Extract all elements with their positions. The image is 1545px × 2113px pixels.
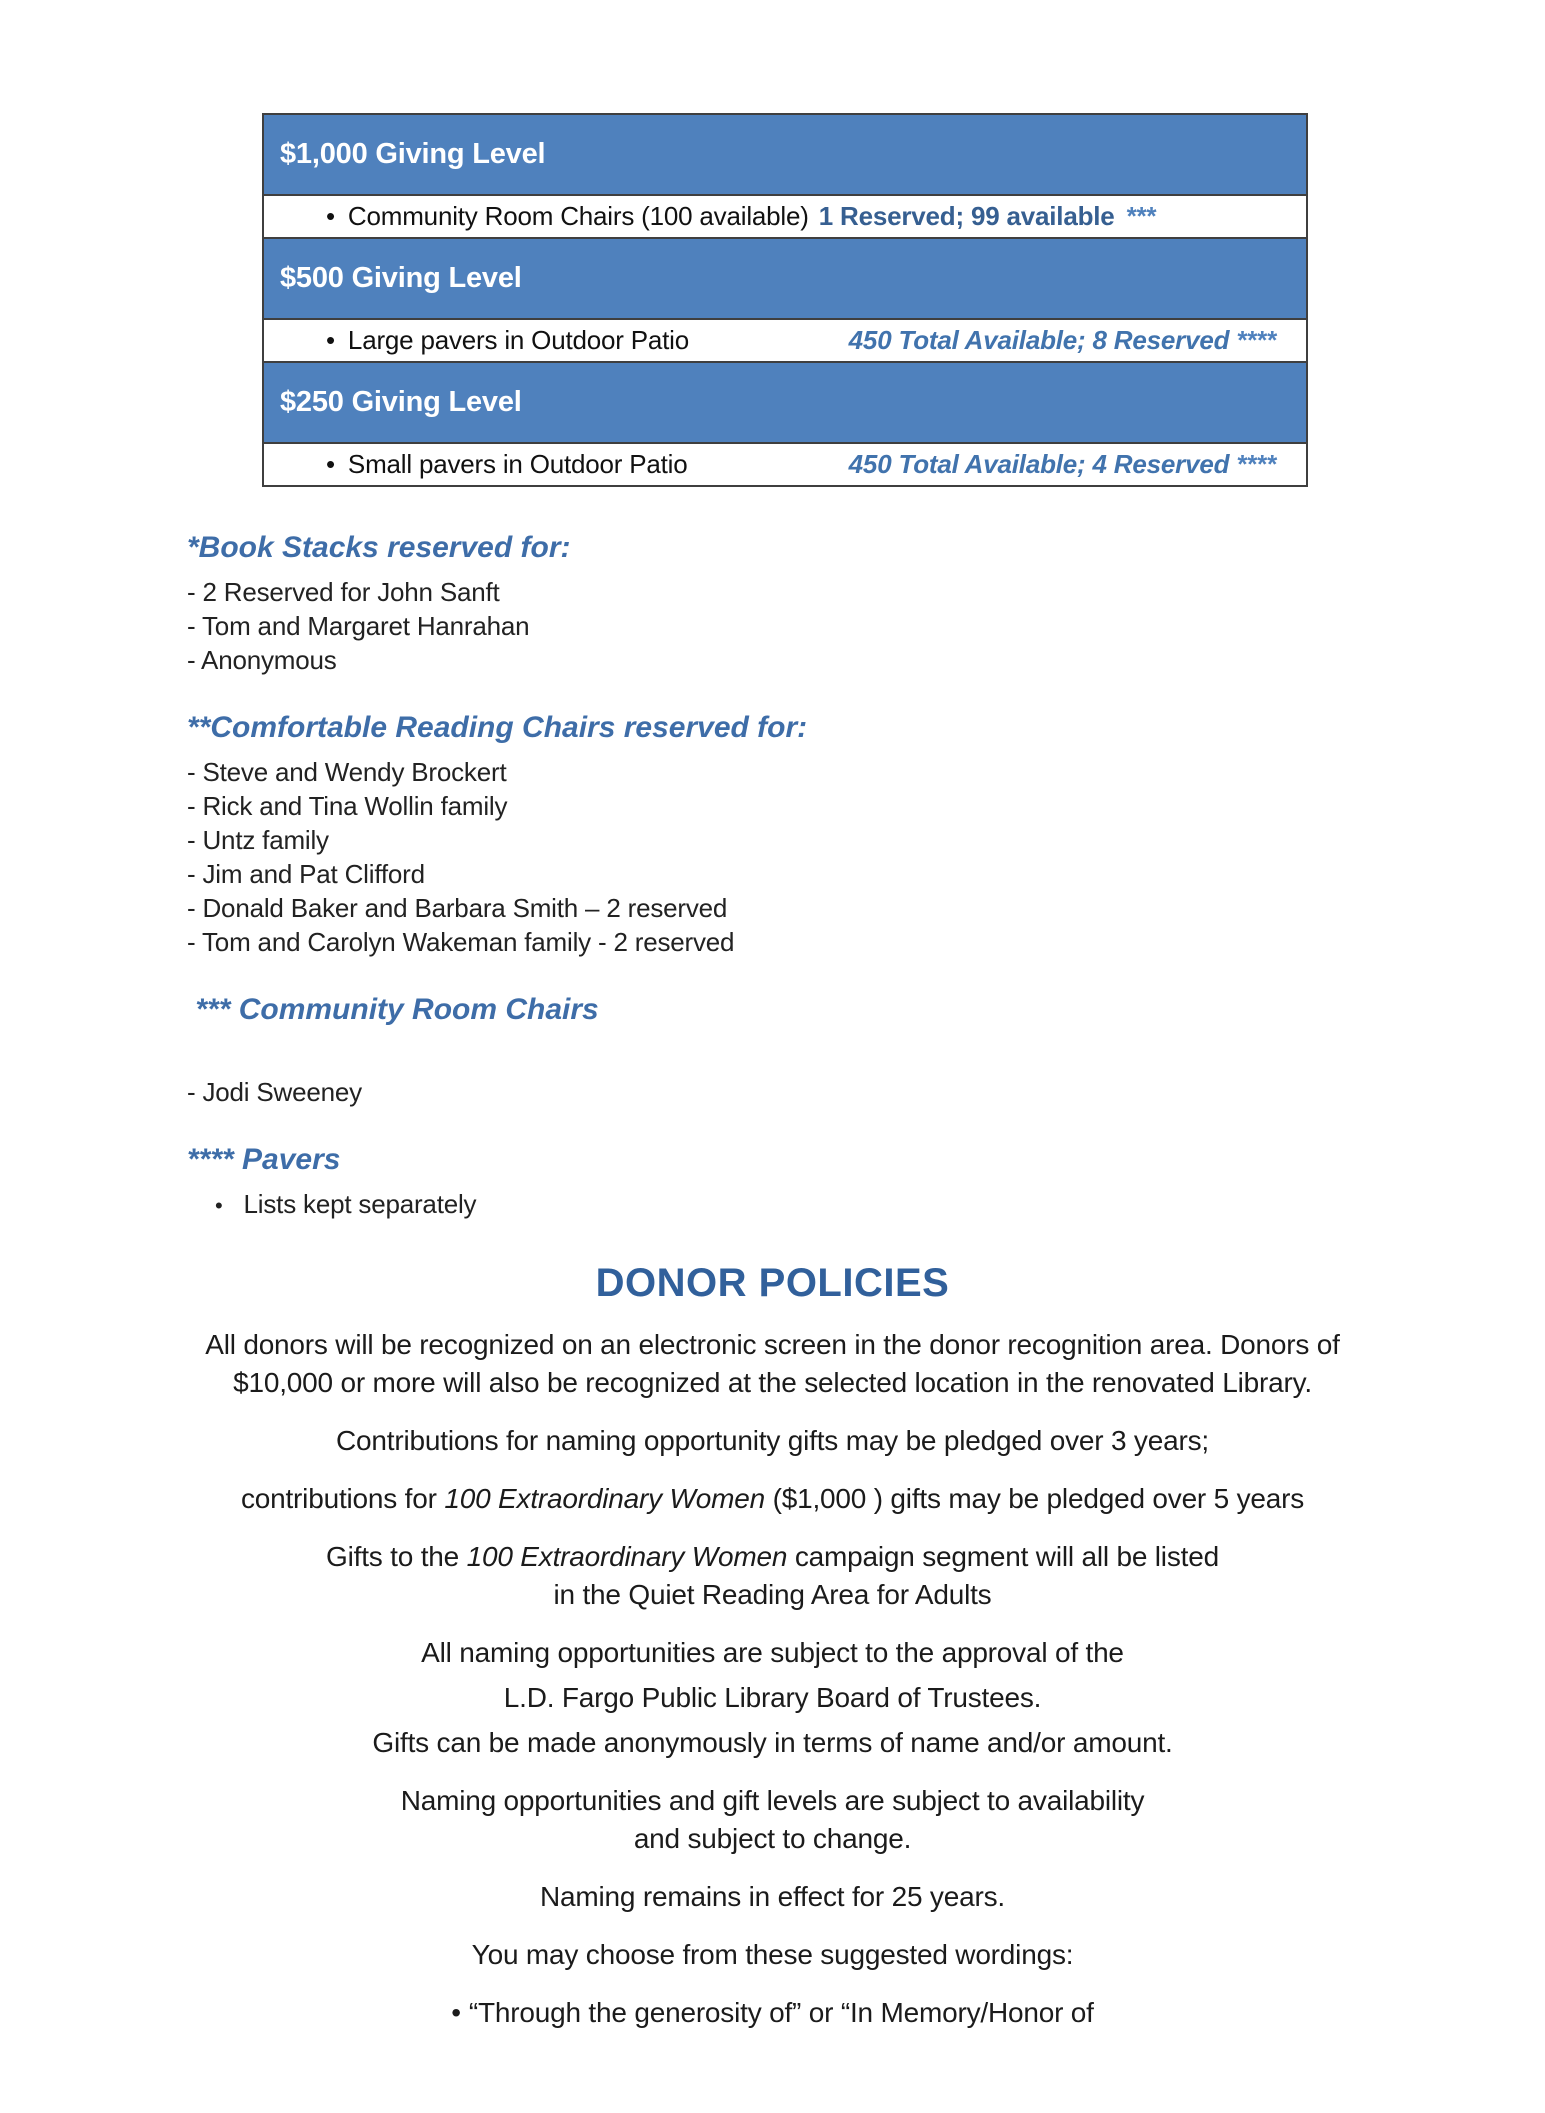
bullet-icon: •: [215, 1193, 223, 1218]
item-text: • Large pavers in Outdoor Patio: [326, 325, 690, 355]
policy-line: [90, 1422, 1455, 1460]
item-text: • Community Room Chairs (100 available): [326, 201, 809, 231]
text-segment: “Through the generosity of” or “In Memory/Honor of: [468, 1997, 1094, 2028]
text-segment: $10,000 or more will also be recognized at the selected location in the renovated Library.: [233, 1367, 1312, 1398]
text-segment: L.D. Fargo Public Library Board of Trustees.: [503, 1682, 1042, 1713]
giving-level-label: $1,000 Giving Level: [263, 114, 1307, 195]
policy-bullet-item: [90, 1994, 1455, 2032]
giving-level-header-row: [263, 238, 1307, 319]
text-segment: Contributions for naming opportunity gifts may be pledged over 3 years;: [336, 1425, 1209, 1456]
bullet-icon: •: [326, 201, 335, 231]
section-items: [187, 1187, 1545, 1223]
bullet-icon: •: [451, 1997, 461, 2028]
item-text: • Small pavers in Outdoor Patio: [326, 449, 688, 479]
text-segment: campaign segment will all be listed: [787, 1541, 1219, 1572]
policy-line: [90, 1538, 1455, 1576]
giving-level-header-row: [263, 362, 1307, 443]
policy-line: [90, 1364, 1455, 1402]
reserved-name: - Donald Baker and Barbara Smith – 2 reserved: [187, 893, 728, 923]
italic-text: 100 Extraordinary Women: [466, 1541, 788, 1572]
section-heading: **** Pavers: [187, 1143, 341, 1176]
policy-paragraph: [90, 1782, 1455, 1858]
text-segment: Naming remains in effect for 25 years.: [540, 1881, 1005, 1912]
footnote-asterisks: ****: [1229, 449, 1276, 479]
availability-status: 450 Total Available; 4 Reserved ****: [848, 449, 1276, 479]
donor-policies-section: [0, 1261, 1545, 2032]
giving-level-header-row: [263, 114, 1307, 195]
section-bullet-item: • Lists kept separately: [215, 1189, 477, 1219]
policy-paragraph: [90, 1936, 1455, 1974]
text-segment: Gifts to the: [326, 1541, 467, 1572]
text-segment: in the Quiet Reading Area for Adults: [553, 1579, 992, 1610]
reserved-name: - Jim and Pat Clifford: [187, 859, 425, 889]
policy-line: [90, 1994, 1455, 2032]
reserved-lists: [187, 531, 1545, 1223]
section-heading: **Comfortable Reading Chairs reserved for:: [187, 711, 808, 744]
text-segment: Naming opportunities and gift levels are subject to availability: [400, 1785, 1145, 1816]
policy-paragraph: [90, 1422, 1455, 1460]
policy-line: [90, 1878, 1455, 1916]
reserved-section: [187, 711, 1545, 959]
text-segment: All donors will be recognized on an electronic screen in the donor recognition area. Donors of: [205, 1329, 1340, 1360]
reserved-name: - Jodi Sweeney: [187, 1077, 362, 1107]
reserved-name: - Tom and Carolyn Wakeman family - 2 reserved: [187, 927, 735, 957]
giving-level-label: $250 Giving Level: [263, 362, 1307, 443]
text-segment: You may choose from these suggested wordings:: [471, 1939, 1074, 1970]
reserved-name: - Untz family: [187, 825, 329, 855]
reserved-section: [187, 1143, 1545, 1223]
reserved-name: - Anonymous: [187, 645, 337, 675]
reserved-name: - Steve and Wendy Brockert: [187, 757, 507, 787]
section-heading: *** Community Room Chairs: [187, 993, 599, 1026]
section-items: [187, 1075, 1545, 1109]
donor-policies-title: DONOR POLICIES: [595, 1261, 950, 1305]
giving-level-item-row: [263, 443, 1307, 486]
giving-level-item-cell: [263, 319, 1307, 362]
policy-paragraph: [90, 1878, 1455, 1916]
policy-line: [90, 1724, 1455, 1762]
reserved-section: [187, 531, 1545, 677]
item-row-content: [280, 325, 1306, 356]
policy-line: [90, 1576, 1455, 1614]
footnote-asterisks: ***: [1118, 201, 1156, 231]
policy-line: [90, 1480, 1455, 1518]
section-heading: *Book Stacks reserved for:: [187, 531, 571, 564]
availability-status: 1 Reserved; 99 available ***: [818, 201, 1156, 231]
reserved-name: - 2 Reserved for John Sanft: [187, 577, 500, 607]
section-items: [187, 755, 1545, 959]
policy-line: [90, 1634, 1455, 1672]
availability-status: 450 Total Available; 8 Reserved ****: [848, 325, 1276, 355]
reserved-name: - Rick and Tina Wollin family: [187, 791, 508, 821]
bullet-icon: •: [326, 449, 335, 479]
donor-policies-body: [0, 1326, 1545, 2032]
bullet-icon: •: [326, 325, 335, 355]
policy-line: [90, 1679, 1455, 1717]
giving-level-label: $500 Giving Level: [263, 238, 1307, 319]
text-segment: ($1,000 ) gifts may be pledged over 5 years: [765, 1483, 1305, 1514]
text-segment: and subject to change.: [633, 1823, 912, 1854]
text-segment: contributions for: [240, 1483, 445, 1514]
italic-text: 100 Extraordinary Women: [444, 1483, 765, 1514]
giving-level-item-row: [263, 195, 1307, 238]
document-page: [0, 113, 1545, 2113]
section-items: [187, 575, 1545, 677]
giving-level-item-row: [263, 319, 1307, 362]
policy-paragraph: [90, 1326, 1455, 1402]
item-row-content: [280, 201, 1306, 232]
reserved-name: - Tom and Margaret Hanrahan: [187, 611, 530, 641]
policy-line: [90, 1936, 1455, 1974]
giving-level-item-cell: [263, 195, 1307, 238]
policy-paragraph: [90, 1480, 1455, 1518]
giving-level-item-cell: [263, 443, 1307, 486]
giving-levels-table: [262, 113, 1308, 487]
footnote-asterisks: ****: [1229, 325, 1276, 355]
text-segment: All naming opportunities are subject to the approval of the: [421, 1637, 1124, 1668]
policy-line: [90, 1820, 1455, 1858]
policy-paragraph: [90, 1538, 1455, 1614]
policy-line: [90, 1782, 1455, 1820]
reserved-section: [187, 993, 1545, 1109]
text-segment: Gifts can be made anonymously in terms of name and/or amount.: [372, 1727, 1173, 1758]
policy-paragraph: [90, 1634, 1455, 1762]
policy-line: [90, 1326, 1455, 1364]
item-row-content: [280, 449, 1306, 480]
